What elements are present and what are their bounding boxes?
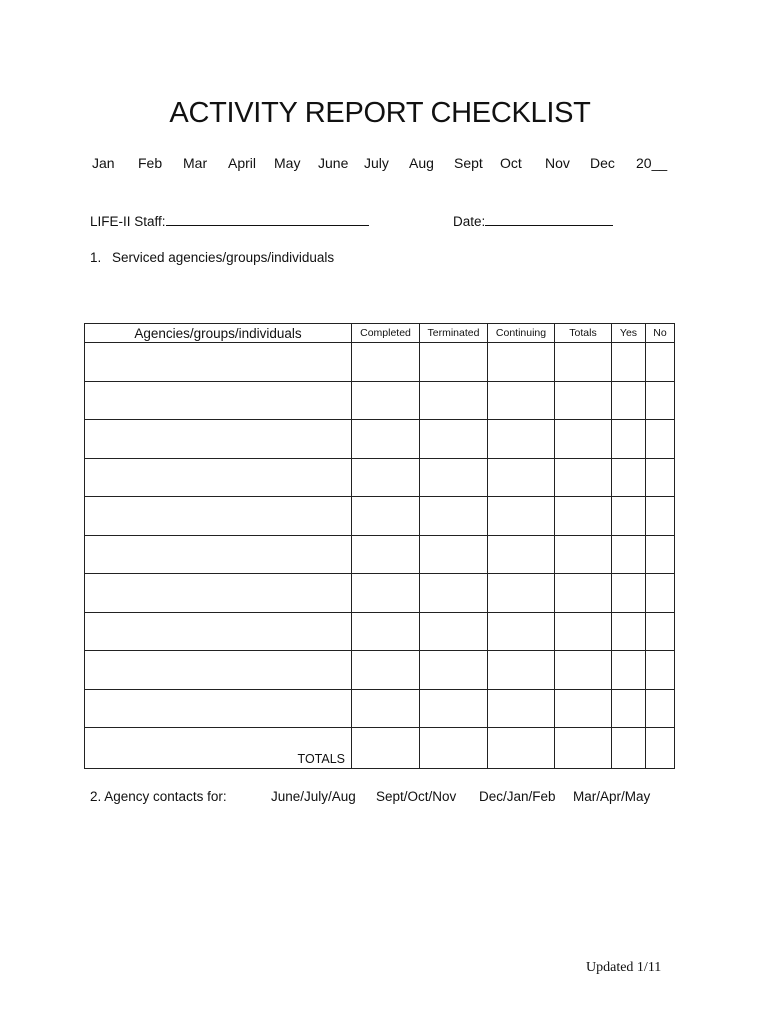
count-cell[interactable]	[612, 420, 646, 459]
count-cell[interactable]	[646, 420, 675, 459]
period-dec-jan-feb[interactable]: Dec/Jan/Feb	[479, 789, 556, 804]
count-cell[interactable]	[488, 728, 555, 769]
count-cell[interactable]	[420, 728, 488, 769]
count-cell[interactable]	[488, 612, 555, 651]
table-row	[85, 612, 675, 651]
agency-name-cell[interactable]	[85, 458, 352, 497]
count-cell[interactable]	[612, 535, 646, 574]
count-cell[interactable]	[488, 497, 555, 536]
count-cell[interactable]	[646, 728, 675, 769]
count-cell[interactable]	[352, 343, 420, 382]
count-cell[interactable]	[612, 574, 646, 613]
count-cell[interactable]	[555, 420, 612, 459]
agency-name-cell[interactable]	[85, 343, 352, 382]
month-feb[interactable]: Feb	[138, 155, 163, 171]
table-row	[85, 381, 675, 420]
agency-name-cell[interactable]	[85, 651, 352, 690]
month-june[interactable]: June	[318, 155, 349, 171]
count-cell[interactable]	[646, 612, 675, 651]
month-jan[interactable]: Jan	[92, 155, 115, 171]
month-dec[interactable]: Dec	[590, 155, 615, 171]
count-cell[interactable]	[555, 343, 612, 382]
count-cell[interactable]	[646, 497, 675, 536]
table-row	[85, 651, 675, 690]
count-cell[interactable]	[646, 574, 675, 613]
count-cell[interactable]	[420, 458, 488, 497]
month-aug[interactable]: Aug	[409, 155, 434, 171]
count-cell[interactable]	[612, 689, 646, 728]
header-no: No	[646, 324, 675, 343]
count-cell[interactable]	[612, 728, 646, 769]
agency-name-cell[interactable]	[85, 497, 352, 536]
count-cell[interactable]	[612, 381, 646, 420]
table-header-row	[85, 324, 675, 343]
table-row	[85, 458, 675, 497]
count-cell[interactable]	[612, 612, 646, 651]
section-2-label: 2. Agency contacts for:	[90, 789, 227, 804]
count-cell[interactable]	[352, 535, 420, 574]
header-yes: Yes	[612, 324, 646, 343]
table-row	[85, 535, 675, 574]
month-nov[interactable]: Nov	[545, 155, 570, 171]
count-cell[interactable]	[352, 497, 420, 536]
count-cell[interactable]	[612, 497, 646, 536]
header-continuing: Continuing	[488, 324, 555, 343]
count-cell[interactable]	[488, 420, 555, 459]
month-mar[interactable]: Mar	[183, 155, 208, 171]
agency-name-cell[interactable]	[85, 574, 352, 613]
activity-table	[84, 323, 675, 769]
count-cell[interactable]	[488, 458, 555, 497]
count-cell[interactable]	[646, 535, 675, 574]
date-field-row	[453, 212, 613, 229]
period-jun-jul-aug[interactable]: June/July/Aug	[271, 789, 356, 804]
table-row	[85, 343, 675, 382]
count-cell[interactable]	[646, 651, 675, 690]
year-field[interactable]: 20__	[636, 155, 668, 171]
count-cell[interactable]	[352, 458, 420, 497]
updated-note: Updated 1/11	[586, 960, 662, 975]
table-row	[85, 689, 675, 728]
staff-input[interactable]	[166, 212, 369, 226]
header-agencies: Agencies/groups/individuals	[85, 324, 352, 343]
header-terminated: Terminated	[420, 324, 488, 343]
count-cell[interactable]	[420, 535, 488, 574]
agency-name-cell[interactable]	[85, 420, 352, 459]
count-cell[interactable]	[612, 343, 646, 382]
agency-name-cell[interactable]	[85, 535, 352, 574]
count-cell[interactable]	[612, 458, 646, 497]
count-cell[interactable]	[352, 574, 420, 613]
period-sep-oct-nov[interactable]: Sept/Oct/Nov	[376, 789, 457, 804]
count-cell[interactable]	[555, 728, 612, 769]
count-cell[interactable]	[646, 458, 675, 497]
count-cell[interactable]	[555, 381, 612, 420]
count-cell[interactable]	[420, 689, 488, 728]
count-cell[interactable]	[555, 458, 612, 497]
month-sept[interactable]: Sept	[454, 155, 483, 171]
count-cell[interactable]	[488, 535, 555, 574]
table-row	[85, 497, 675, 536]
count-cell[interactable]	[555, 612, 612, 651]
date-label: Date:	[453, 214, 486, 229]
header-totals: Totals	[555, 324, 612, 343]
totals-row	[85, 728, 675, 769]
agency-name-cell[interactable]	[85, 381, 352, 420]
month-april[interactable]: April	[228, 155, 257, 171]
count-cell[interactable]	[555, 651, 612, 690]
count-cell[interactable]	[352, 651, 420, 690]
month-may[interactable]: May	[274, 155, 301, 171]
count-cell[interactable]	[352, 612, 420, 651]
count-cell[interactable]	[555, 535, 612, 574]
staff-label: LIFE-II Staff:	[90, 214, 166, 229]
table-row	[85, 574, 675, 613]
totals-label: TOTALS	[85, 728, 352, 769]
agency-name-cell[interactable]	[85, 612, 352, 651]
count-cell[interactable]	[646, 381, 675, 420]
count-cell[interactable]	[555, 497, 612, 536]
month-oct[interactable]: Oct	[500, 155, 522, 171]
count-cell[interactable]	[555, 689, 612, 728]
header-completed: Completed	[352, 324, 420, 343]
count-cell[interactable]	[488, 689, 555, 728]
count-cell[interactable]	[420, 612, 488, 651]
date-input[interactable]	[485, 212, 613, 226]
count-cell[interactable]	[646, 689, 675, 728]
count-cell[interactable]	[420, 381, 488, 420]
section-1-number: 1.	[90, 250, 102, 265]
count-cell[interactable]	[420, 420, 488, 459]
count-cell[interactable]	[488, 574, 555, 613]
count-cell[interactable]	[420, 651, 488, 690]
document-title: ACTIVITY REPORT CHECKLIST	[169, 97, 591, 129]
count-cell[interactable]	[488, 381, 555, 420]
period-mar-apr-may[interactable]: Mar/Apr/May	[573, 789, 651, 804]
section-1-text: Serviced agencies/groups/individuals	[112, 250, 335, 265]
count-cell[interactable]	[420, 574, 488, 613]
count-cell[interactable]	[352, 728, 420, 769]
count-cell[interactable]	[352, 381, 420, 420]
count-cell[interactable]	[555, 574, 612, 613]
staff-field-row	[90, 212, 369, 229]
count-cell[interactable]	[420, 497, 488, 536]
month-july[interactable]: July	[364, 155, 389, 171]
count-cell[interactable]	[488, 651, 555, 690]
count-cell[interactable]	[646, 343, 675, 382]
agency-name-cell[interactable]	[85, 689, 352, 728]
count-cell[interactable]	[420, 343, 488, 382]
section-1-heading	[90, 250, 334, 265]
table-row	[85, 420, 675, 459]
count-cell[interactable]	[352, 420, 420, 459]
count-cell[interactable]	[352, 689, 420, 728]
count-cell[interactable]	[488, 343, 555, 382]
count-cell[interactable]	[612, 651, 646, 690]
